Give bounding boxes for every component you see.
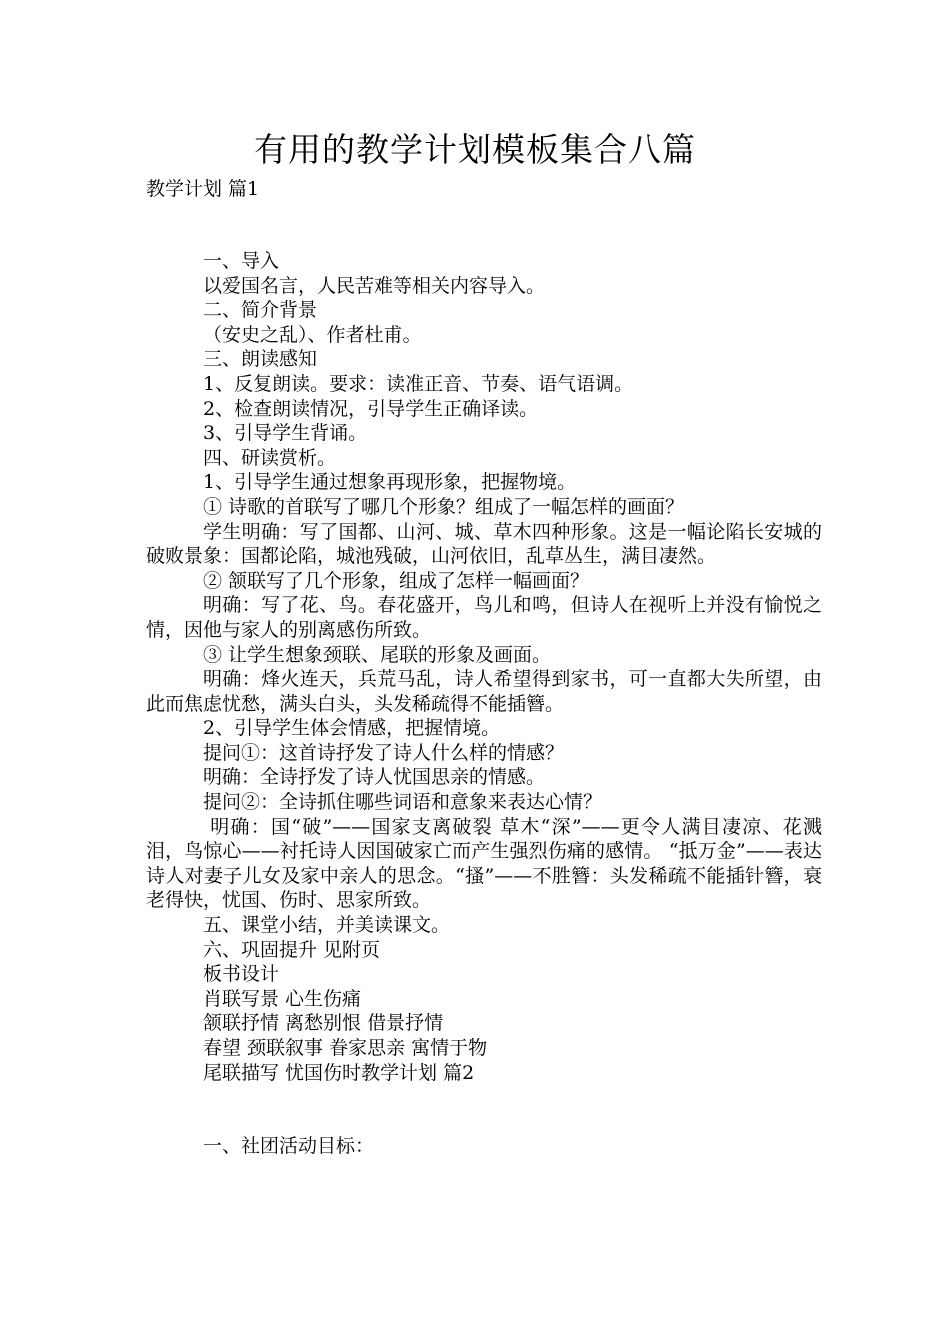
body-paragraph: 明确：全诗抒发了诗人忧国思亲的情感。 [203,766,546,789]
body-paragraph: 春望 颈联叙事 眷家思亲 寓情于物 [203,1037,488,1059]
body-paragraph: 二、简介背景 [203,299,318,322]
section-heading: 教学计划 篇1 [146,178,260,200]
body-paragraph: 颔联抒情 离愁别恨 借景抒情 [203,1012,444,1035]
body-paragraph: 学生明确：写了国都、山河、城、草木四种形象。这是一幅论陷长安城的破败景象：国都论陷，城池残破，山河依旧，乱草丛生，满目凄然。 [146,520,822,568]
body-paragraph: 以爱国名言，人民苦难等相关内容导入。 [203,274,546,297]
body-paragraph: 三、朗读感知 [203,348,318,371]
body-part-1 [146,249,822,1085]
body-paragraph: （安史之乱）、作者杜甫。 [203,323,422,346]
body-paragraph: ① 诗歌的首联写了哪几个形象？组成了一幅怎样的画面？ [203,495,685,518]
body-paragraph: 一、社团活动目标： [203,1135,375,1158]
body-paragraph: 1、引导学生通过想象再现形象，把握物境。 [203,471,577,494]
body-paragraph: 肖联写景 心生伤痛 [203,987,362,1010]
body-paragraph: 六、巩固提升 见附页 [203,938,381,961]
body-paragraph: 提问①：这首诗抒发了诗人什么样的情感？ [203,741,565,764]
body-paragraph: ③ 让学生想象颈联、尾联的形象及画面。 [203,643,552,666]
body-paragraph: 尾联描写 忧国伤时教学计划 篇2 [203,1061,475,1084]
body-paragraph: ② 颔联写了几个形象，组成了怎样一幅画面？ [203,569,590,592]
body-paragraph: 明确：写了花、鸟。春花盛开，鸟儿和鸣，但诗人在视听上并没有愉悦之情，因他与家人的别离感伤所致。 [146,594,822,641]
body-paragraph: 五、课堂小结，并美读课文。 [203,914,451,937]
body-paragraph: 提问②：全诗抓住哪些词语和意象来表达心情？ [203,791,603,814]
body-paragraph: 2、检查朗读情况，引导学生正确译读。 [203,397,539,420]
body-part-2 [146,1134,822,1159]
body-paragraph: 板书设计 [203,963,280,986]
body-paragraph: 2、引导学生体会情感，把握情境。 [203,717,501,740]
body-paragraph: 1、反复朗读。要求：读准正音、节奏、语气语调。 [203,372,634,395]
body-paragraph: 四、研读赏析。 [203,446,337,469]
body-paragraph: 3、引导学生背诵。 [203,422,368,445]
section-gap [146,1085,822,1134]
body-paragraph: 明确：烽火连天，兵荒马乱，诗人希望得到家书，可一直都大失所望，由此而焦虑忧愁，满头白头，头发稀疏得不能插簪。 [146,668,822,715]
document-body [146,249,822,1159]
document-title: 有用的教学计划模板集合八篇 [254,130,696,169]
body-paragraph: 一、导入 [203,250,280,272]
body-paragraph: 明确：国“破”——国家支离破裂 草木“深”——更令人满目凄凉、花溅泪，鸟惊心——衬托诗人因国破家亡而产生强烈伤痛的感情。 “抵万金”——表达诗人对妻子儿女及家中亲人的思念。“搔”——不胜簪：头发稀疏不能插针簪，衰老得快，忧国、伤时、思家所致。 [146,815,822,912]
